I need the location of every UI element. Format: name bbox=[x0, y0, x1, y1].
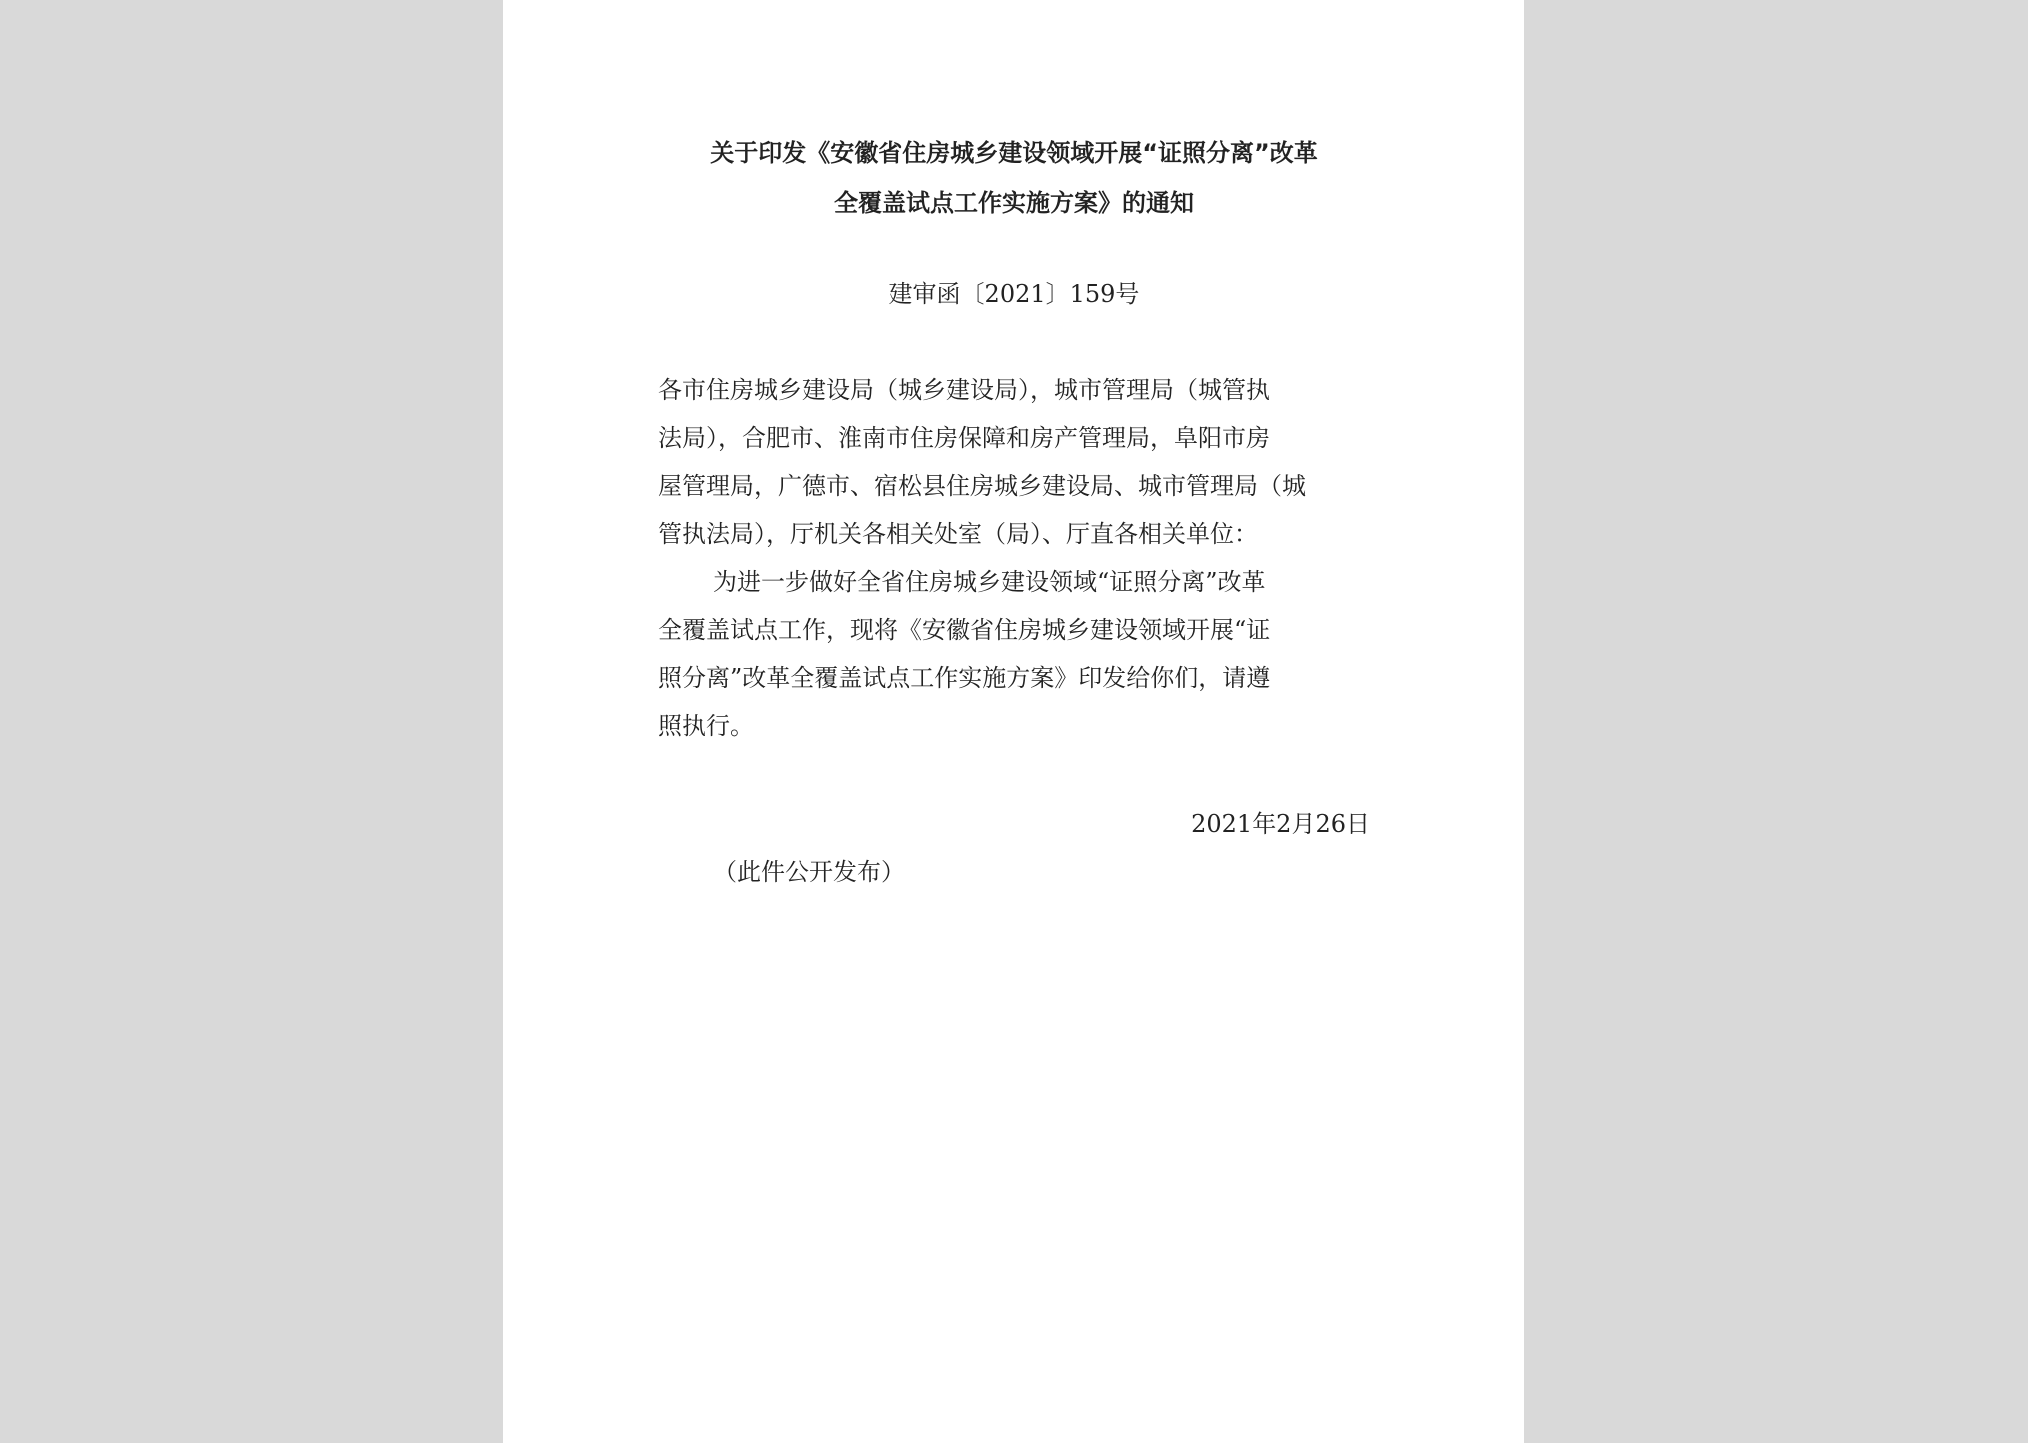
document-number: 建审函〔2021〕159号 bbox=[888, 280, 1140, 308]
publication-note: （此件公开发布） bbox=[713, 858, 905, 886]
body-line: 全覆盖试点工作，现将《安徽省住房城乡建设领域开展“证 bbox=[658, 616, 1271, 644]
recipients-line: 屋管理局，广德市、宿松县住房城乡建设局、城市管理局（城 bbox=[658, 472, 1306, 500]
body-paragraph bbox=[658, 558, 1370, 750]
recipients-paragraph bbox=[658, 366, 1370, 558]
document-date: 2021年2月26日 bbox=[1191, 810, 1370, 838]
recipients-line: 管执法局），厅机关各相关处室（局）、厅直各相关单位： bbox=[658, 520, 1258, 548]
title-line: 全覆盖试点工作实施方案》的通知 bbox=[834, 189, 1194, 217]
body-line: 为进一步做好全省住房城乡建设领域“证照分离”改革 bbox=[713, 568, 1266, 596]
body-line: 照执行。 bbox=[658, 712, 754, 740]
recipients-line: 法局），合肥市、淮南市住房保障和房产管理局，阜阳市房 bbox=[658, 424, 1270, 452]
body-line: 照分离”改革全覆盖试点工作实施方案》印发给你们，请遵 bbox=[658, 664, 1271, 692]
recipients-line: 各市住房城乡建设局（城乡建设局），城市管理局（城管执 bbox=[658, 376, 1270, 404]
document-title bbox=[658, 128, 1370, 228]
title-line: 关于印发《安徽省住房城乡建设领域开展“证照分离”改革 bbox=[710, 139, 1318, 167]
document-page bbox=[503, 0, 1524, 1443]
